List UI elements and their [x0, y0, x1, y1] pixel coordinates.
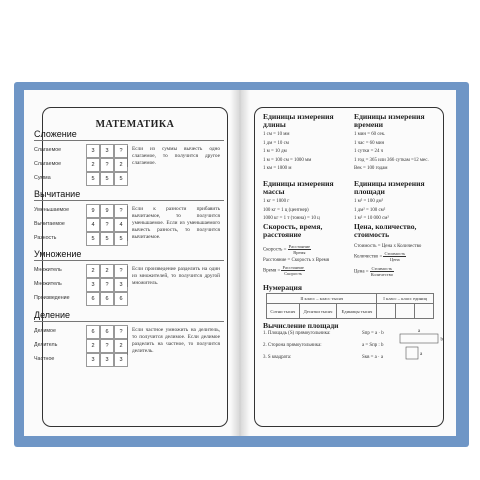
- areacalc-item: 3. S квадрата:: [263, 355, 292, 360]
- value-cell: 2: [114, 158, 128, 172]
- value-cell: 5: [86, 172, 100, 186]
- length-unit-line: 1 дм = 10 см: [263, 140, 289, 146]
- area-heading: Единицы измерения площади: [354, 179, 425, 197]
- rule-note: Если из суммы вычесть одно слагаемое, то получится другое слагаемое.: [127, 146, 220, 167]
- value-cell: ?: [100, 218, 114, 232]
- value-cell: 3: [100, 144, 114, 158]
- value-cell: 2: [100, 264, 114, 278]
- value-cell: 6: [86, 292, 100, 306]
- time-heading: Единицы измерения времени: [354, 112, 425, 130]
- price-heading: Цена, количество, стоимость: [354, 222, 417, 240]
- length-unit-line: 1 см = 10 мм: [263, 132, 290, 137]
- row-label: Множитель: [34, 281, 62, 287]
- value-cell: 5: [114, 172, 128, 186]
- value-cell: 9: [86, 204, 100, 218]
- value-cell: 4: [86, 218, 100, 232]
- value-cell: 5: [114, 232, 128, 246]
- section-rule: [34, 200, 224, 201]
- value-cell: 3: [86, 278, 100, 292]
- value-cell: 5: [86, 232, 100, 246]
- length-heading: Единицы измерения длины: [263, 112, 334, 130]
- price-formula: Цена = $\frac{\text{Стоимость}}{\text{Количество}}$: [354, 266, 394, 277]
- row-label: Слагаемое: [34, 161, 62, 167]
- value-cell: 3: [86, 144, 100, 158]
- rectangle-shape: [400, 334, 438, 343]
- value-cell: 9: [100, 204, 114, 218]
- rule-note: Если произведение разделить на один из множителей, то получится другой множитель.: [127, 266, 220, 287]
- rect-side-b-label: b: [440, 337, 443, 343]
- mass-unit-line: 1 кг = 1000 г: [263, 199, 290, 204]
- class-units: I класс – класс единиц: [377, 294, 434, 304]
- page-title: МАТЕМАТИКА: [95, 119, 175, 130]
- value-cell: 3: [114, 353, 128, 367]
- time-unit-line: 1 час = 60 мин: [354, 140, 385, 146]
- areacalc-formula: Sкв = a · a: [362, 355, 384, 360]
- area-unit-line: 1 м² = 10 000 см²: [354, 216, 389, 221]
- value-cell: 2: [86, 158, 100, 172]
- mass-heading: Единицы измерения массы: [263, 179, 334, 197]
- col-hundreds: [377, 304, 396, 319]
- speed-heading: Скорость, время, расстояние: [263, 222, 323, 240]
- areacalc-formula: a = Sпр : b: [362, 343, 384, 348]
- value-cell: 6: [100, 325, 114, 339]
- value-cell: ?: [114, 264, 128, 278]
- addition-heading: Сложение: [34, 129, 77, 139]
- col-hundred-thousands: Сотни тысяч: [267, 304, 300, 319]
- area-unit-line: 1 м² = 100 дм²: [354, 199, 384, 204]
- numbering-table: [266, 293, 434, 319]
- value-cell: 6: [114, 292, 128, 306]
- subtraction-heading: Вычитание: [34, 189, 81, 199]
- areacalc-item: 2. Сторона прямоугольника:: [263, 343, 322, 348]
- value-cell: 5: [100, 232, 114, 246]
- rule-note: Если к разности прибавить вычитаемое, то получится уменьшаемое. Если из уменьшаемого вычесть разность, то получится вычитаемое.: [127, 206, 220, 241]
- value-cell: 6: [100, 292, 114, 306]
- areacalc-heading: Вычисление площади: [263, 321, 339, 330]
- value-cell: 2: [114, 339, 128, 353]
- col-tens: [396, 304, 415, 319]
- areacalc-formula: Sпр = a · b: [362, 331, 384, 336]
- time-unit-line: 1 сутки = 24 ч: [354, 149, 384, 154]
- row-label: Уменьшаемое: [34, 207, 70, 213]
- row-label: Сумма: [34, 175, 51, 181]
- value-cell: 2: [86, 339, 100, 353]
- row-label: Вычитаемое: [34, 221, 65, 227]
- speed-formula: Скорость = $\frac{\text{Расстояние}}{\text{Время}}$: [263, 244, 311, 255]
- area-unit-line: 1 дм² = 100 см²: [354, 207, 386, 213]
- col-ten-thousands: Десятки тысяч: [299, 304, 337, 319]
- time-unit-line: Век = 100 годам: [354, 166, 388, 171]
- col-units: [415, 304, 434, 319]
- areacalc-item: 1. Площадь (S) прямоугольника:: [263, 331, 331, 336]
- length-unit-line: 1 км = 1000 м: [263, 166, 292, 171]
- page-gutter-shadow: [230, 90, 250, 436]
- row-label: Разность: [34, 235, 57, 241]
- row-label: Делимое: [34, 328, 56, 334]
- value-cell: 4: [114, 218, 128, 232]
- value-cell: ?: [100, 339, 114, 353]
- class-thousands: II класс – класс тысяч: [267, 294, 377, 304]
- multiplication-heading: Умножение: [34, 249, 82, 259]
- square-shape: [406, 347, 418, 359]
- mass-unit-line: 100 кг = 1 ц (центнер): [263, 207, 309, 213]
- square-side-label: a: [420, 352, 423, 357]
- cost-formula: Стоимость = Цена х Количество: [354, 244, 422, 249]
- quantity-formula: Количество = $\frac{\text{Стоимость}}{\text{Цена}}$: [354, 251, 406, 262]
- value-cell: ?: [100, 278, 114, 292]
- division-heading: Деление: [34, 310, 71, 320]
- numbering-heading: Нумерация: [263, 283, 303, 292]
- area-diagrams: [398, 326, 442, 360]
- distance-formula: Расстояние = Скорость х Время: [263, 258, 330, 263]
- row-label: Множитель: [34, 267, 62, 273]
- row-label: Произведение: [34, 295, 70, 301]
- row-label: Делитель: [34, 342, 58, 348]
- col-thousands: Единицы тысяч: [337, 304, 377, 319]
- value-cell: 3: [86, 353, 100, 367]
- mass-unit-line: 1000 кг = 1 т (тонна) = 10 ц: [263, 216, 320, 221]
- value-cell: 3: [114, 278, 128, 292]
- value-cell: 3: [100, 353, 114, 367]
- value-cell: ?: [114, 325, 128, 339]
- row-label: Частное: [34, 356, 55, 362]
- length-unit-line: 1 м = 10 дм: [263, 149, 287, 154]
- value-cell: ?: [114, 144, 128, 158]
- section-rule: [34, 140, 224, 141]
- value-cell: 2: [86, 264, 100, 278]
- value-cell: 5: [100, 172, 114, 186]
- rect-side-a-label: a: [417, 329, 421, 334]
- rule-note: Если частное умножить на делитель, то получится делимое. Если делимое разделить на частное, то получится делитель.: [127, 327, 220, 355]
- length-unit-line: 1 м = 100 см = 1000 мм: [263, 157, 312, 163]
- value-cell: ?: [100, 158, 114, 172]
- time-unit-line: 1 год = 365 или 366 суткам =12 мес.: [354, 157, 429, 163]
- value-cell: 6: [86, 325, 100, 339]
- time-unit-line: 1 мин = 60 сек.: [354, 132, 386, 137]
- section-rule: [34, 321, 224, 322]
- row-label: Слагаемое: [34, 147, 62, 153]
- value-cell: ?: [114, 204, 128, 218]
- section-rule: [34, 260, 224, 261]
- time-formula: Время = $\frac{\text{Расстояние}}{\text{Скорость}}$: [263, 265, 304, 276]
